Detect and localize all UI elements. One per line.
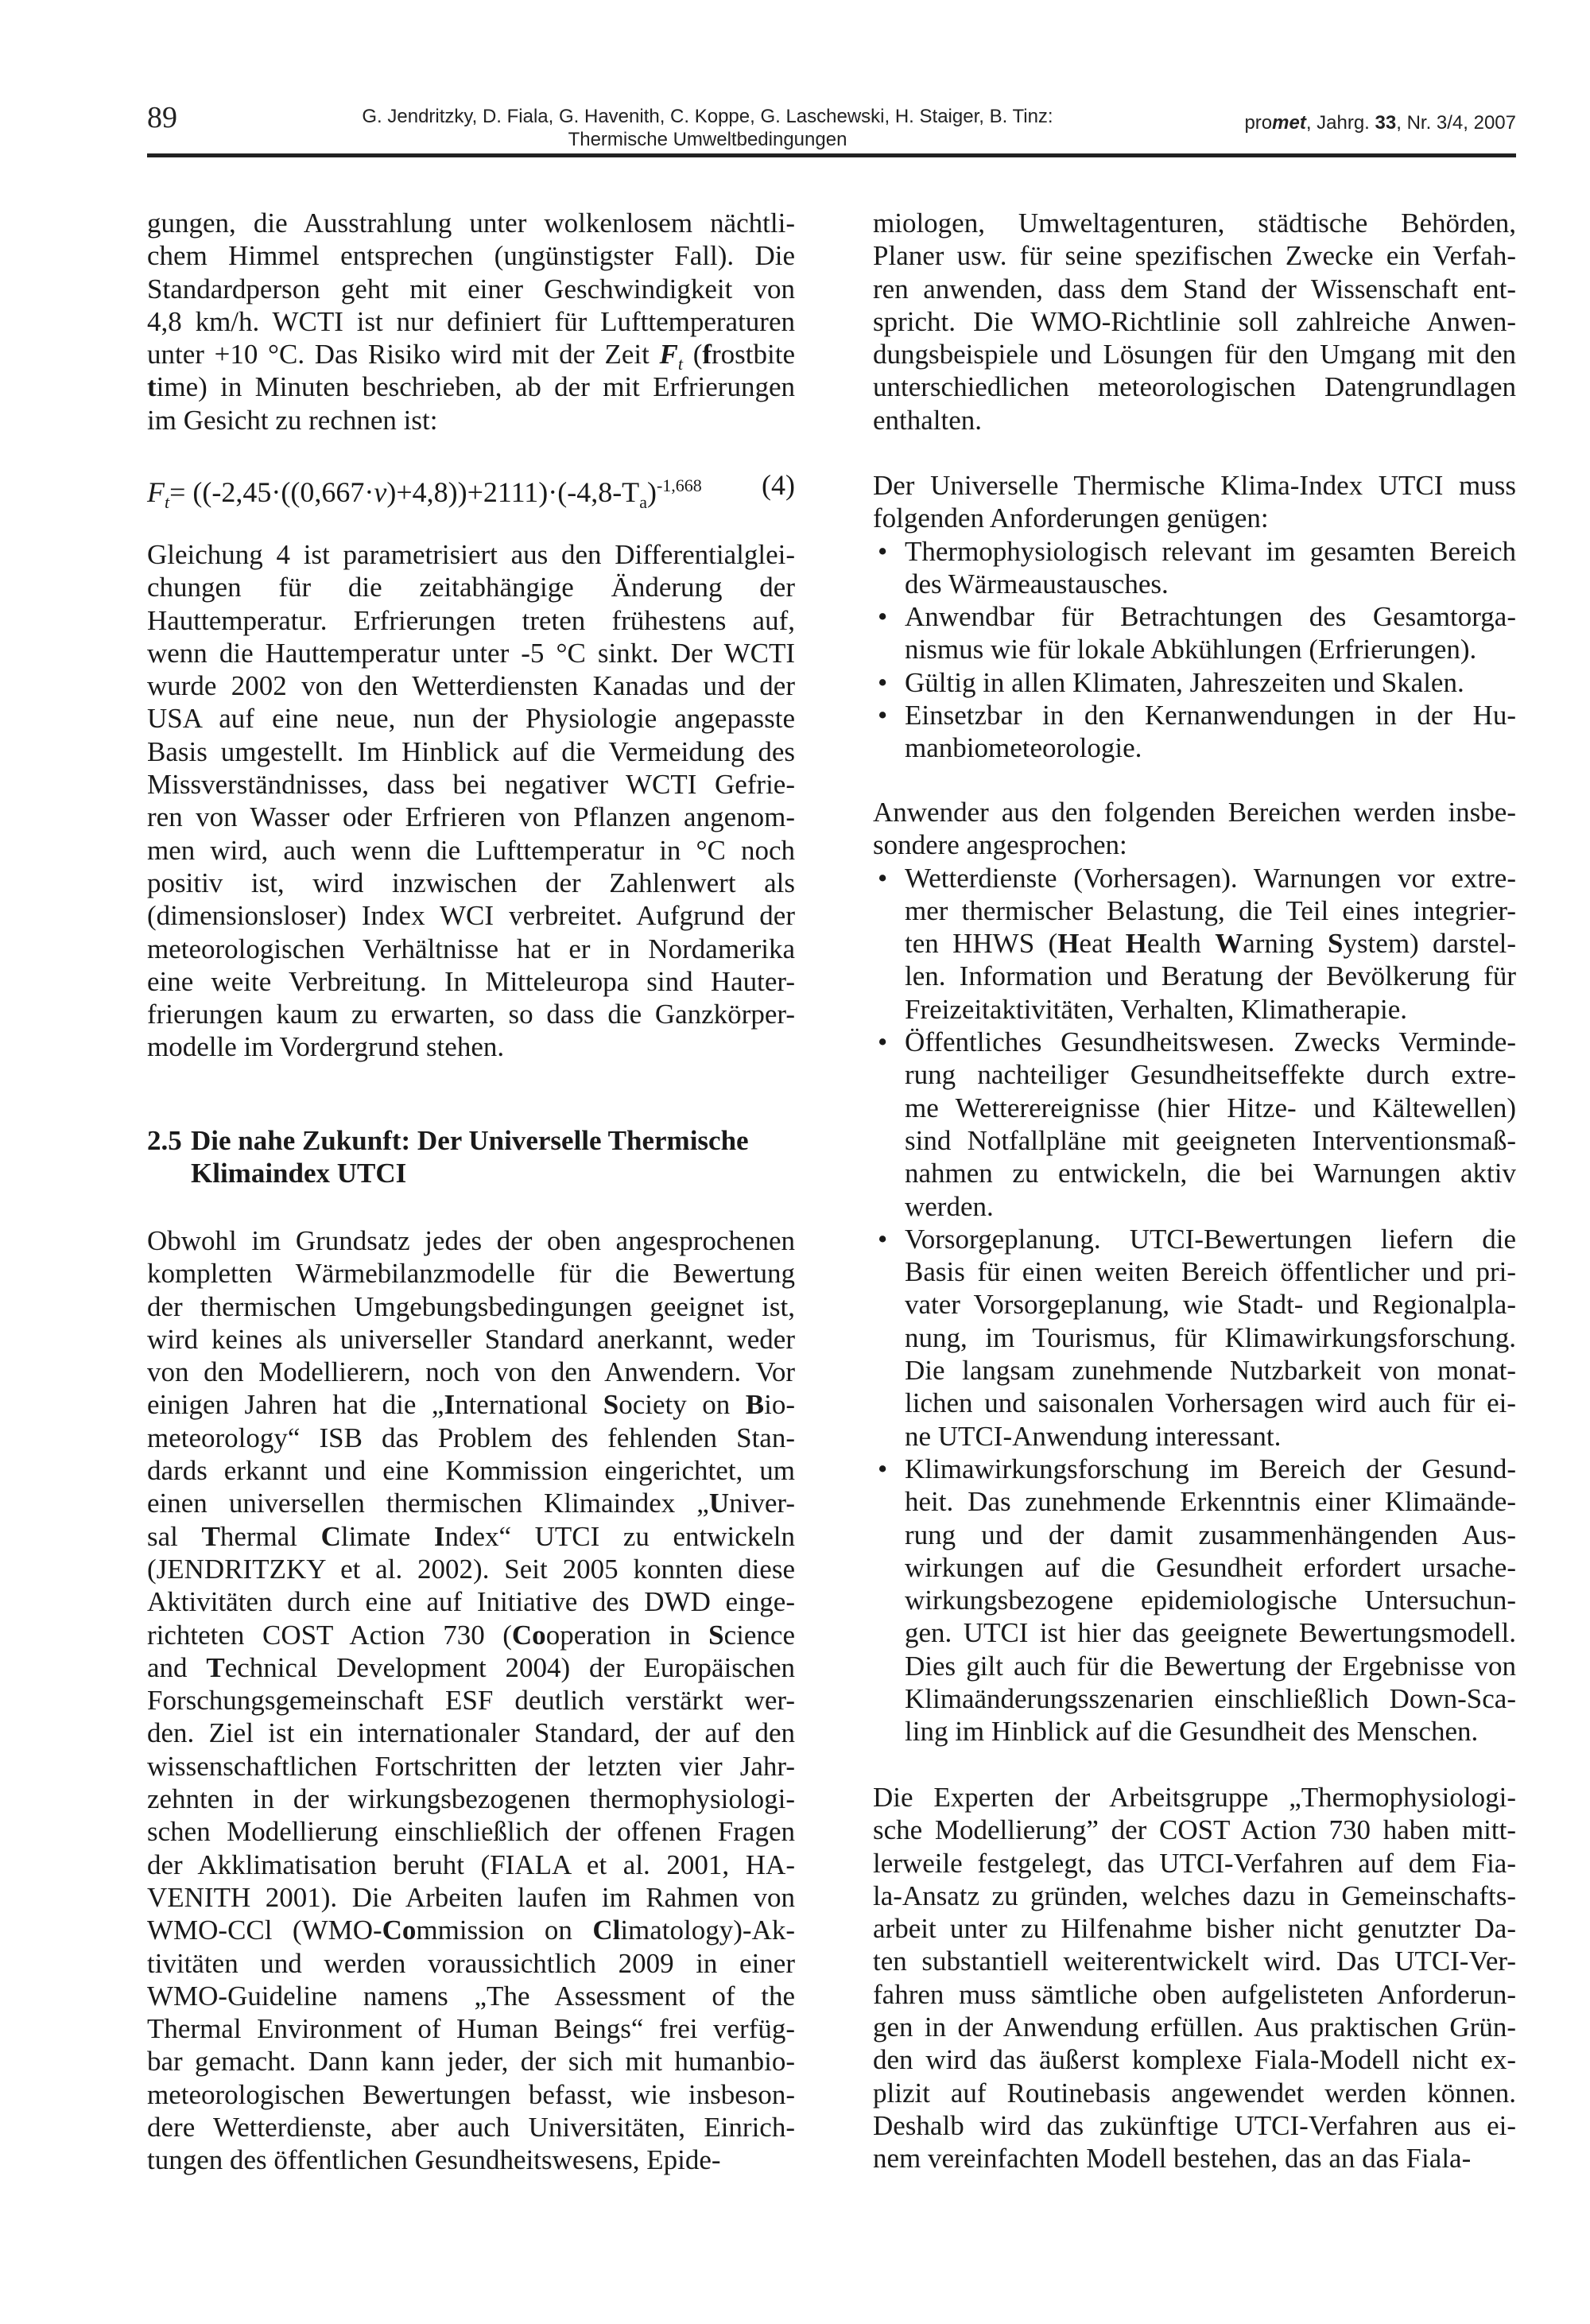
text-line: USA auf eine neue, nun der Physiologie angepasste <box>147 703 795 735</box>
text-line: dere Wetterdienste, aber auch Universitäten, Einrich- <box>147 2112 795 2144</box>
journal-year: , Jahrg. <box>1305 112 1375 134</box>
text-line: Standardperson geht mit einer Geschwindigkeit von <box>147 273 795 305</box>
text-line: chungen für die zeitabhängige Änderung der <box>147 572 795 603</box>
text-line: Basis für einen weiten Bereich öffentlicher und pri- <box>905 1256 1516 1288</box>
text-line: Basis umgestellt. Im Hinblick auf die Vermeidung des <box>147 735 795 767</box>
text-line: time) in Minuten beschrieben, ab der mit Erfrierungen <box>147 371 795 403</box>
text-line: Einsetzbar in den Kernanwendungen in der Hu- <box>905 700 1516 731</box>
text-line: wenn die Hauttemperatur unter -5 °C sinkt. Der WCTI <box>147 637 795 669</box>
text-line: lerweile festgelegt, das UTCI-Verfahren auf dem Fia- <box>873 1847 1516 1879</box>
text-line: wissenschaftlichen Fortschritten der letzten vier Jahr- <box>147 1750 795 1782</box>
bullet-icon: • <box>878 700 888 731</box>
journal-citation <box>1244 111 1516 134</box>
text-line: unterschiedlichen meteorologischen Datengrundlagen <box>873 371 1516 403</box>
equation-4 <box>147 469 795 518</box>
text-line: Klimawirkungsforschung im Bereich der Gesund- <box>905 1453 1516 1484</box>
text-line: der Akklimatisation beruht (FIALA et al. 2001, HA- <box>147 1849 795 1880</box>
text-line: Dies gilt auch für die Bewertung der Ergebnisse von <box>905 1650 1516 1682</box>
text-line: vater Vorsorgeplanung, wie Stadt- und Regionalpla- <box>905 1289 1516 1321</box>
paragraph-right-4 <box>873 1781 1516 2175</box>
text-line: men wird, auch wenn die Lufttemperatur in °C noch <box>147 834 795 866</box>
text-line: wurde 2002 von den Wetterdiensten Kanadas und der <box>147 670 795 702</box>
list-item <box>873 1453 1516 1748</box>
list-item <box>873 699 1516 765</box>
text-line: gen in der Anwendung erfüllen. Aus praktischen Grün- <box>873 2012 1516 2043</box>
text-line: manbiometeorologie. <box>905 732 1142 764</box>
text-line: einen universellen thermischen Klimaindex „Univer- <box>147 1488 795 1519</box>
text-line: nahmen zu entwickeln, die bei Warnungen aktiv <box>905 1158 1516 1189</box>
text-line: sind Notfallpläne mit geeigneten Interventionsmaß- <box>905 1124 1516 1156</box>
users-block <box>873 796 1516 1748</box>
text-line: Anwender aus den folgenden Bereichen werden insbe- <box>873 797 1516 828</box>
text-line: ten HHWS (Heat Health Warning System) darstel- <box>905 928 1516 960</box>
text-line: WMO-CCl (WMO-Commission on Climatology)-Ak- <box>147 1915 795 1946</box>
text-line: eine weite Verbreitung. In Mitteleuropa sind Hauter- <box>147 965 795 997</box>
text-line: WMO-Guideline namens „The Assessment of the <box>147 1980 795 2012</box>
text-line: den wird das äußerst komplexe Fiala-Modell nicht ex- <box>873 2044 1516 2076</box>
paragraph-left-2 <box>147 538 795 1064</box>
text-line: Thermal Environment of Human Beings“ frei verfüg- <box>147 2013 795 2045</box>
text-line: von den Modellierern, noch von den Anwendern. Vor <box>147 1356 795 1388</box>
text-line: rung nachteiliger Gesundheitseffekte durch extre- <box>905 1059 1516 1091</box>
text-line: positiv ist, wird inzwischen der Zahlenwert als <box>147 867 795 898</box>
text-line: frierungen kaum zu erwarten, so dass die Ganzkörper- <box>147 999 795 1030</box>
text-line: Die Experten der Arbeitsgruppe „Thermophysiologi- <box>873 1782 1516 1813</box>
text-line: meteorologischen Verhältnisse hat er in Nordamerika <box>147 933 795 964</box>
text-line: mer thermischer Belastung, die Teil eines integrier- <box>905 894 1516 926</box>
list-item <box>873 1026 1516 1223</box>
text-line: des Wärmeaustausches. <box>905 568 1169 599</box>
users-list <box>873 862 1516 1748</box>
text-line: miologen, Umweltagenturen, städtische Behörden, <box>873 208 1516 239</box>
header-title: Thermische Umweltbedingungen <box>568 129 847 150</box>
bullet-icon: • <box>878 862 888 894</box>
text-line: rung und der damit zusammenhängenden Aus- <box>905 1519 1516 1550</box>
formula-sub-t: t <box>165 492 170 513</box>
text-line: Planer usw. für seine spezifischen Zwecke ein Verfah- <box>873 240 1516 272</box>
text-line: nem vereinfachten Modell bestehen, das an das Fiala- <box>873 2143 1472 2175</box>
paragraph-right-1 <box>873 207 1516 436</box>
text-line: Thermophysiologisch relevant im gesamten Bereich <box>905 535 1516 567</box>
text-line: werden. <box>905 1190 994 1222</box>
text-line: Gültig in allen Klimaten, Jahreszeiten und Skalen. <box>905 666 1464 698</box>
formula-sub-a: a <box>639 492 647 513</box>
text-line: modelle im Vordergrund stehen. <box>147 1031 505 1063</box>
requirements-list <box>873 535 1516 765</box>
journal-name-brand: met <box>1272 112 1306 134</box>
bullet-icon: • <box>878 666 888 698</box>
bullet-icon: • <box>878 601 888 633</box>
section-number: 2.5 <box>147 1125 182 1156</box>
bullet-icon: • <box>878 1453 888 1484</box>
formula-part: ) <box>646 476 657 508</box>
formula-v: v <box>374 476 387 508</box>
paragraph-right-2 <box>873 469 1516 535</box>
text-line: and Technical Development 2004) der Europäischen <box>147 1651 796 1683</box>
bullet-icon: • <box>878 1223 888 1255</box>
text-line: nismus wie für lokale Abkühlungen (Erfrierungen). <box>905 634 1477 665</box>
text-line: wirkungsbezogene epidemiologische Untersuchun- <box>905 1585 1516 1616</box>
text-line: sche Modellierung” der COST Action 730 haben mitt- <box>873 1814 1516 1846</box>
text-line: der thermischen Umgebungsbedingungen geeignet ist, <box>147 1290 795 1322</box>
text-line: Vorsorgeplanung. UTCI-Bewertungen liefern die <box>905 1223 1516 1255</box>
text-line: richteten COST Action 730 (Cooperation in Science <box>147 1619 796 1651</box>
text-line: chem Himmel entsprechen (ungünstigster Fall). Die <box>147 240 795 272</box>
text-line: dards erkannt und eine Kommission eingerichtet, um <box>147 1455 795 1487</box>
formula-part: = ((-2,45·((0,667· <box>169 476 374 508</box>
paragraph-left-3 <box>147 1224 795 2177</box>
text-line: ren anwenden, dass dem Stand der Wissenschaft ent- <box>873 273 1516 305</box>
text-line: tivitäten und werden voraussichtlich 2009 in einer <box>147 1947 795 1979</box>
text-line: Freizeitaktivitäten, Verhalten, Klimatherapie. <box>905 993 1408 1025</box>
text-line: ten substantiell weiterentwickelt wird. Das UTCI-Ver- <box>873 1946 1516 1977</box>
text-line: sal Thermal Climate Index“ UTCI zu entwickeln <box>147 1520 795 1552</box>
journal-name-pre: pro <box>1244 112 1273 134</box>
text-line: ren von Wasser oder Erfrieren von Pflanzen angenom- <box>147 801 795 833</box>
header-rule <box>147 153 1516 157</box>
text-line: gungen, die Ausstrahlung unter wolkenlosem nächtli- <box>147 208 795 239</box>
text-line: 4,8 km/h. WCTI ist nur definiert für Lufttemperaturen <box>147 305 795 337</box>
text-line: (dimensionsloser) Index WCI verbreitet. Aufgrund der <box>147 900 795 932</box>
text-line: arbeit unter zu Hilfenahme bisher nicht genutzter Da- <box>873 1913 1516 1945</box>
text-line: gen. UTCI ist hier das geeignete Bewertungsmodell. <box>905 1617 1516 1649</box>
paragraph-right-3 <box>873 796 1516 862</box>
formula-F: F <box>147 476 165 508</box>
text-line: ling im Hinblick auf die Gesundheit des Menschen. <box>905 1716 1479 1748</box>
text-line: (JENDRITZKY et al. 2002). Seit 2005 konnten diese <box>147 1553 795 1585</box>
text-line: Wetterdienste (Vorhersagen). Warnungen vor extre- <box>905 862 1516 894</box>
text-line: enthalten. <box>873 404 983 436</box>
text-line: heit. Das zunehmende Erkenntnis einer Klimaände- <box>905 1486 1516 1518</box>
text-line: Öffentliches Gesundheitswesen. Zwecks Verminde- <box>905 1026 1516 1058</box>
text-line: me Wetterereignisse (hier Hitze- und Kältewellen) <box>905 1092 1516 1123</box>
text-line: Forschungsgemeinschaft ESF deutlich verstärkt wer- <box>147 1685 795 1717</box>
text-line: Die langsam zunehmende Nutzbarkeit von monat- <box>905 1355 1516 1387</box>
text-line: ne UTCI-Anwendung interessant. <box>905 1420 1282 1452</box>
list-item <box>873 862 1516 1026</box>
text-line: unter +10 °C. Das Risiko wird mit der Zeit $F_t$ (frostbite <box>147 339 796 374</box>
text-line: schen Modellierung einschließlich der offenen Fragen <box>147 1816 795 1848</box>
journal-issue: , Nr. 3/4, 2007 <box>1396 112 1516 134</box>
section-title-line1: Die nahe Zukunft: Der Universelle Thermische <box>191 1125 749 1156</box>
equation-number: (4) <box>762 469 795 501</box>
text-line: nung, im Tourismus, für Klimawirkungsforschung. <box>905 1321 1516 1353</box>
text-line: Anwendbar für Betrachtungen des Gesamtorga- <box>905 601 1516 633</box>
text-line: Klimaänderungsszenarien einschließlich Down-Sca- <box>905 1683 1516 1715</box>
text-line: bar gemacht. Dann kann jeder, der sich mit humanbio- <box>147 2046 795 2078</box>
text-line: Missverständnisses, dass bei negativer WCTI Gefrie- <box>147 769 795 801</box>
text-line: Hauttemperatur. Erfrierungen treten frühestens auf, <box>147 604 795 636</box>
text-line: VENITH 2001). Die Arbeiten laufen im Rahmen von <box>147 1881 795 1913</box>
text-line: fahren muss sämtliche oben aufgelisteten Anforderun- <box>873 1978 1516 2010</box>
bullet-icon: • <box>878 535 888 567</box>
page-number: 89 <box>147 101 177 134</box>
header-authors: G. Jendritzky, D. Fiala, G. Havenith, C. Koppe, G. Laschewski, H. Staiger, B. Tinz: <box>362 106 1053 127</box>
formula-part: )+4,8))+2111)·(-4,8-T <box>386 476 640 508</box>
list-item <box>873 666 1516 699</box>
text-line: meteorologischen Bewertungen befasst, wie insbeson- <box>147 2078 795 2110</box>
text-line: Aktivitäten durch eine auf Initiative des DWD einge- <box>147 1586 795 1618</box>
paragraph-left-1 <box>147 207 795 436</box>
text-line: kompletten Wärmebilanzmodelle für die Bewertung <box>147 1258 795 1290</box>
list-item <box>873 535 1516 601</box>
bullet-icon: • <box>878 1026 888 1058</box>
list-item <box>873 600 1516 666</box>
text-line: Der Universelle Thermische Klima-Index UTCI muss <box>873 470 1516 501</box>
section-heading <box>147 1124 795 1190</box>
text-line: len. Information und Beratung der Bevölkerung für <box>905 960 1516 992</box>
formula-exponent: -1,668 <box>656 475 702 495</box>
text-line: dungsbeispiele und Lösungen für den Umgang mit den <box>873 339 1516 371</box>
text-line: lichen und saisonalen Vorhersagen wird auch für ei- <box>905 1387 1516 1419</box>
text-line: meteorology“ ISB das Problem des fehlenden Stan- <box>147 1422 795 1453</box>
running-header <box>350 105 1065 151</box>
text-line: folgenden Anforderungen genügen: <box>873 502 1269 534</box>
text-line: Obwohl im Grundsatz jedes der oben angesprochenen <box>147 1225 795 1256</box>
text-line: wirkungen auf die Gesundheit erfordert ursache- <box>905 1551 1516 1583</box>
text-line: wird keines als universeller Standard anerkannt, weder <box>147 1323 795 1355</box>
journal-volume: 33 <box>1375 112 1397 134</box>
text-line: Gleichung 4 ist parametrisiert aus den Differentialglei- <box>147 539 795 570</box>
list-item <box>873 1223 1516 1453</box>
section-title-line2: Klimaindex UTCI <box>191 1158 407 1189</box>
text-line: plizit auf Routinebasis angewendet werden können. <box>873 2077 1516 2109</box>
text-line: den. Ziel ist ein internationaler Standard, der auf den <box>147 1717 795 1749</box>
text-line: einigen Jahren hat die „International Society on Bio- <box>147 1389 795 1421</box>
text-line: sondere angesprochen: <box>873 829 1127 861</box>
requirements-block <box>873 469 1516 765</box>
text-line: spricht. Die WMO-Richtlinie soll zahlreiche Anwen- <box>873 305 1516 337</box>
text-line: zehnten in der wirkungsbezogenen thermophysiologi- <box>147 1783 795 1815</box>
text-line: Deshalb wird das zukünftige UTCI-Verfahren aus ei- <box>873 2109 1516 2141</box>
text-line: la-Ansatz zu gründen, welches dazu in Gemeinschafts- <box>873 1880 1516 1911</box>
text-line: im Gesicht zu rechnen ist: <box>147 404 438 436</box>
text-line: tungen des öffentlichen Gesundheitswesens, Epide- <box>147 2144 721 2176</box>
